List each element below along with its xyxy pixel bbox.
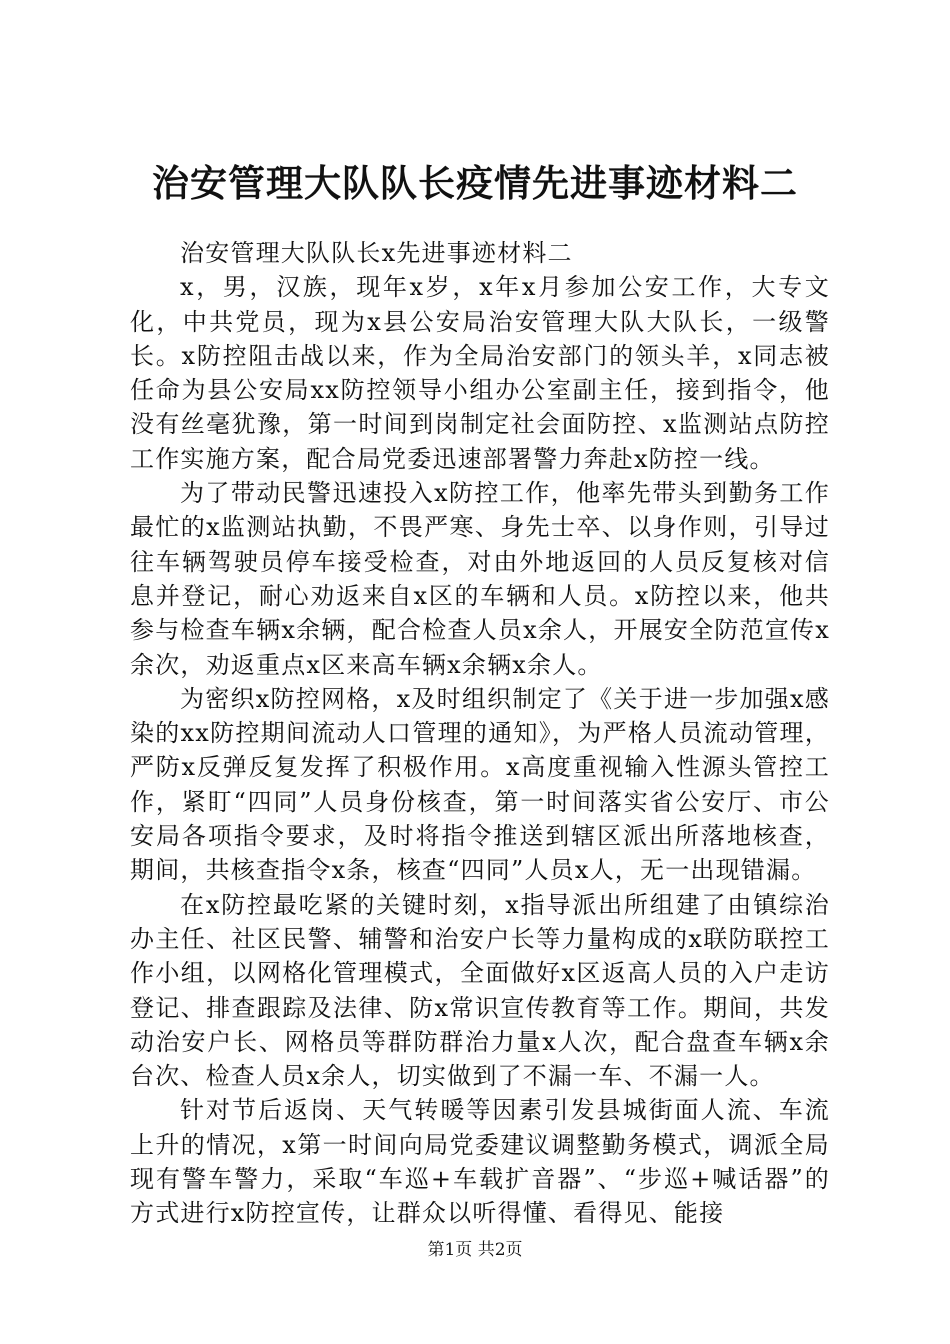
body-paragraph: 在x防控最吃紧的关键时刻，x指导派出所组建了由镇综治办主任、社区民警、辅警和治安户长等力量构成的x联防联控工作小组，以网格化管理模式，全面做好x区返高人员的入户走访登记、排查跟踪及法律、防x常识宣传教育等工作。期间，共发动治安户长、网格员等群防群治力量x人次，配合盘查车辆x余台次、检查人员x余人，切实做到了不漏一车、不漏一人。 xyxy=(130,890,830,1091)
document-body xyxy=(130,236,830,1231)
page-number-footer: 第1页 共2页 xyxy=(427,1240,523,1260)
document-subtitle: 治安管理大队队长x先进事迹材料二 xyxy=(180,239,573,267)
body-paragraph: 针对节后返岗、天气转暖等因素引发县城街面人流、车流上升的情况，x第一时间向局党委建议调整勤务模式，调派全局现有警车警力，采取“车巡+车载扩音器”、“步巡+喊话器”的方式进行x防控宣传，让群众以听得懂、看得见、能接 xyxy=(130,1096,830,1228)
body-paragraph: x，男，汉族，现年x岁，x年x月参加公安工作，大专文化，中共党员，现为x县公安局治安管理大队大队长，一级警长。x防控阻击战以来，作为全局治安部门的领头羊，x同志被任命为县公安局xx防控领导小组办公室副主任，接到指令，他没有丝毫犹豫，第一时间到岗制定社会面防控、x监测站点防控工作实施方案，配合局党委迅速部署警力奔赴x防控一线。 xyxy=(130,273,830,473)
body-paragraph: 为了带动民警迅速投入x防控工作，他率先带头到勤务工作最忙的x监测站执勤，不畏严寒、身先士卒、以身作则，引导过往车辆驾驶员停车接受检查，对由外地返回的人员反复核对信息并登记，耐心劝返来自x区的车辆和人员。x防控以来，他共参与检查车辆x余辆，配合检查人员x余人，开展安全防范宣传x余次，劝返重点x区来高车辆x余辆x余人。 xyxy=(130,479,830,679)
document-title: 治安管理大队队长疫情先进事迹材料二 xyxy=(152,161,798,205)
body-paragraph: 为密织x防控网格，x及时组织制定了《关于进一步加强x感染的xx防控期间流动人口管理的通知》，为严格人员流动管理，严防x反弹反复发挥了积极作用。x高度重视输入性源头管控工作，紧盯“四同”人员身份核查，第一时间落实省公安厅、市公安局各项指令要求，及时将指令推送到辖区派出所落地核查，期间，共核查指令x条，核查“四同”人员x人，无一出现错漏。 xyxy=(130,684,830,885)
